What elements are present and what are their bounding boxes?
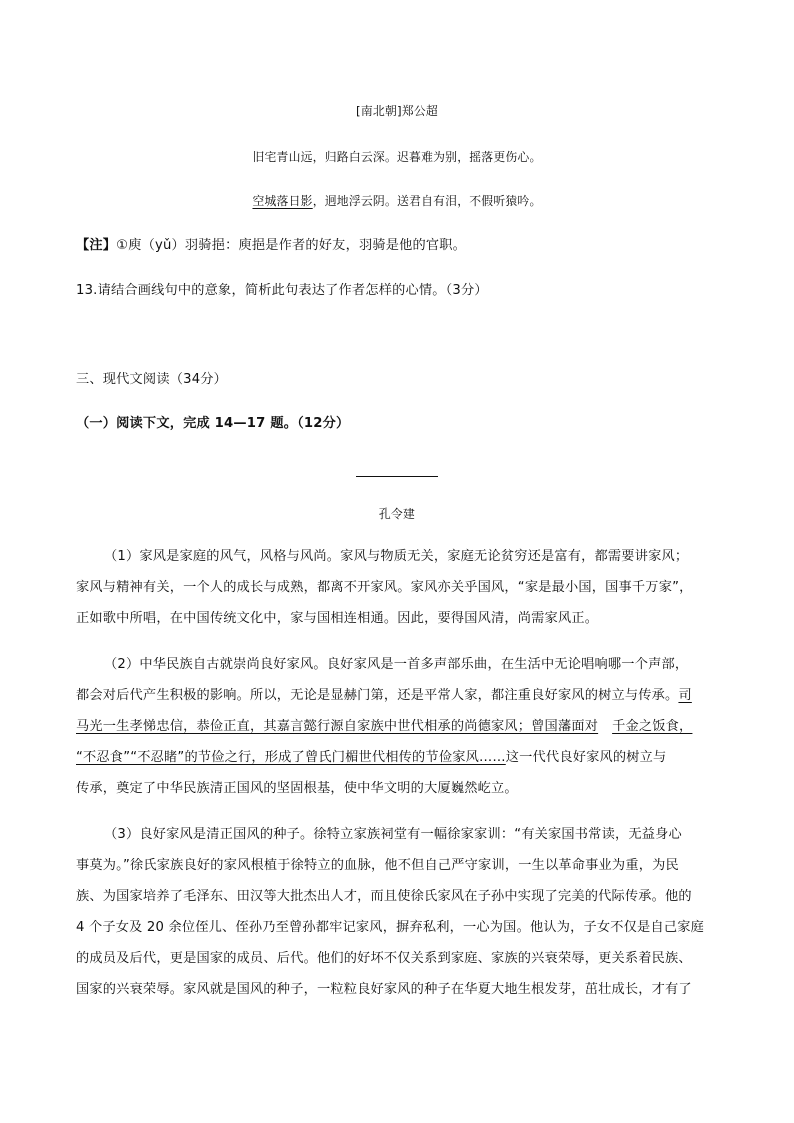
p2-underlined-text: 马光一生孝悌忠信，恭俭正直，其嘉言懿行源自家族中世代相承的尚德家风；曾国藩面对	[76, 719, 599, 734]
p2-text: 这一代代良好家风的树立与	[505, 750, 667, 765]
paragraph-line	[76, 686, 718, 706]
paragraph-line: （1）家风是家庭的风气，风格与风尚。家风与物质无关，家庭无论贫穷还是富有，都需要讲家风；	[104, 549, 689, 564]
article-title-blank	[356, 476, 438, 477]
poem-line-2	[0, 191, 794, 211]
paragraph-line: 传承，奠定了中华民族清正国风的坚固根基，使中华文明的大厦巍然屹立。	[76, 781, 518, 796]
paragraph-line: 家风与精神有关，一个人的成长与成熟，都离不开家风。家风亦关乎国风，“家是最小国，国事千万家”，	[76, 580, 693, 595]
p2-underlined-text: 司	[678, 688, 692, 703]
underlined-verse: 空城落日影	[252, 194, 313, 208]
annotation-text: ①庾（yǔ）羽骑挹：庾挹是作者的好友，羽骑是他的官职。	[116, 238, 467, 253]
paragraph-line	[76, 748, 718, 768]
paragraph-line	[76, 717, 718, 737]
article-author: 孔令建	[378, 507, 416, 521]
annotation	[76, 236, 466, 256]
annotation-label: 【注】	[76, 238, 117, 253]
p2-underlined-text: “不忍食”“不忍睹”的节俭之行，形成了曾氏门楣世代相传的节俭家风……	[76, 750, 506, 765]
paragraph-line: 的成员及后代，更是国家的成员、后代。他们的好坏不仅关系到家庭、家族的兴衰荣辱，更关系着民族、	[76, 951, 692, 966]
question-13: 13.请结合画线句中的意象，简析此句表达了作者怎样的心情。（3分）	[76, 283, 488, 298]
poem-author: [南北朝]郑公超	[356, 104, 438, 118]
paragraph-line: 国家的兴衰荣辱。家风就是国风的种子，一粒粒良好家风的种子在华夏大地生根发芽，茁壮成长，才有了	[76, 982, 692, 997]
p2-text: 都会对后代产生积极的影响。所以，无论是显赫门第，还是平常人家，都注重良好家风的树立与传承。	[76, 688, 679, 703]
paragraph-line: （2）中华民族自古就崇尚良好家风。良好家风是一首多声部乐曲，在生活中无论唱响哪一个声部，	[104, 657, 689, 672]
paragraph-line: 事莫为。”徐氏家族良好的家风根植于徐特立的血脉，他不但自己严守家训，一生以革命事业为重，为民	[76, 858, 679, 873]
paragraph-line: 族、为国家培养了毛泽东、田汉等大批杰出人才，而且使徐氏家风在子孙中实现了完美的代际传承。他的	[76, 889, 692, 904]
section-heading: 三、现代文阅读（34分）	[76, 372, 228, 387]
poem-line-2-rest: ，迥地浮云阴。送君自有泪，不假听猿吟。	[312, 194, 542, 208]
paragraph-line: 4 个子女及 20 余位侄儿、侄孙乃至曾孙都牢记家风，摒弃私利，一心为国。他认为，子女不仅是自己家庭	[76, 920, 704, 935]
part-heading: （一）阅读下文，完成 14—17 题。（12分）	[76, 416, 350, 431]
p2-underlined-text: 千金之饭食，	[612, 719, 693, 734]
poem-line-1: 旧宅青山远，归路白云深。迟暮难为别，摇落更伤心。	[252, 150, 542, 164]
paragraph-line: 正如歌中所唱，在中国传统文化中，家与国相连相通。因此，要得国风清，尚需家风正。	[76, 611, 599, 626]
paragraph-line: （3）良好家风是清正国风的种子。徐特立家族祠堂有一幅徐家家训：“有关家国书常读，无益身心	[104, 827, 682, 842]
